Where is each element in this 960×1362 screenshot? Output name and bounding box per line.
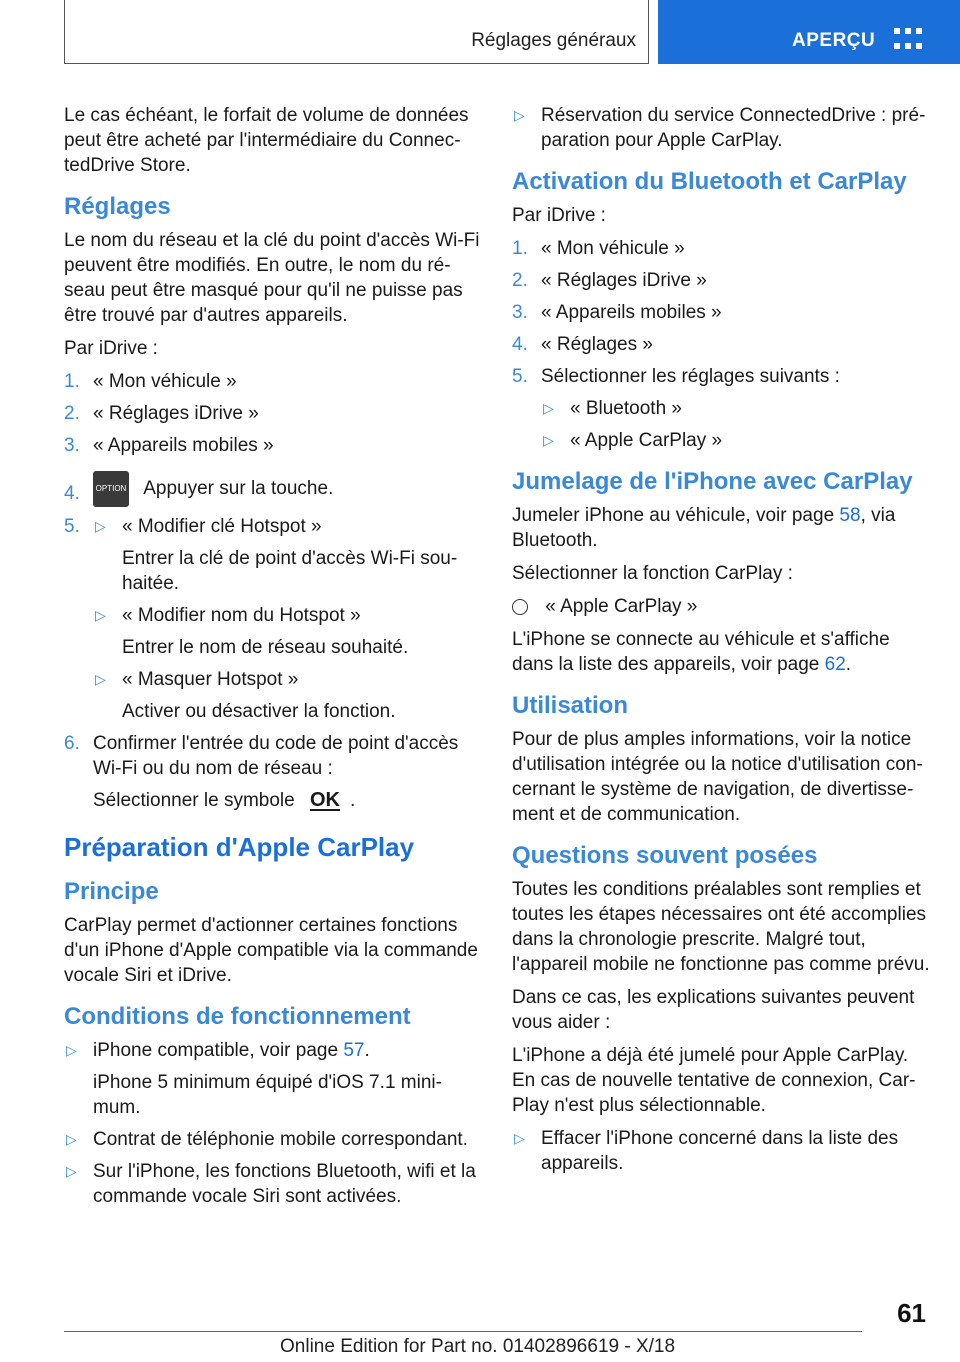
step-item [64, 731, 482, 813]
step-number: 4. [64, 483, 80, 504]
heading-activation: Activation du Bluetooth et CarPlay [512, 168, 907, 195]
step-number: 4. [512, 334, 528, 355]
page-link-62[interactable]: 62 [824, 654, 846, 675]
apple-carplay-line [512, 594, 930, 619]
footer-edition: Online Edition for Part no. 01402896619 - X/18 [280, 1336, 676, 1357]
condition-note: iPhone 5 minimum équipé d'iOS 7.1 minimum. [93, 1072, 442, 1118]
bullet-text: Réservation du service ConnectedDrive : préparation pour Apple CarPlay. [541, 105, 926, 151]
step-number: 2. [64, 403, 80, 424]
questions-text-2: Dans ce cas, les explications suivantes peuvent vous aider : [512, 987, 915, 1033]
questions-text-1: Toutes les conditions préalables sont remplies et toutes les étapes nécessaires ont été accomplies dans la chronologie prescrite. Malgré tout, l'appareil mobile ne fonctionne pas comme prévu. [512, 879, 930, 975]
condition-item [64, 1127, 482, 1152]
step-item [512, 364, 930, 453]
triangle-bullet-icon: ▷ [95, 607, 106, 623]
header-section-title: Réglages généraux [471, 30, 636, 51]
principe-text: CarPlay permet d'actionner certaines fonctions d'un iPhone d'Apple compatible via la commande vocale Siri et iDrive. [64, 915, 478, 986]
sub-item-desc: Activer ou désactiver la fonction. [122, 701, 396, 722]
page-link-58[interactable]: 58 [839, 505, 861, 526]
triangle-bullet-icon: ▷ [543, 432, 554, 448]
step-text: « Réglages iDrive » [93, 403, 259, 424]
step-text: Confirmer l'entrée du code de point d'accès Wi-Fi ou du nom de réseau : [93, 733, 459, 779]
page-link-57[interactable]: 57 [343, 1040, 365, 1061]
sub-item-text: « Modifier nom du Hotspot » [122, 605, 361, 626]
step-item [64, 465, 482, 507]
triangle-bullet-icon: ▷ [95, 671, 106, 687]
select-function-text: Sélectionner la fonction CarPlay : [512, 563, 793, 584]
step-text: Appuyer sur la touche. [143, 478, 334, 500]
left-column [64, 103, 482, 1216]
step6-select-text: Sélectionner le symbole [93, 790, 295, 811]
step6-select: Sélectionner le symbole OK . [93, 789, 356, 811]
triangle-bullet-icon: ▷ [514, 107, 525, 123]
sub-item [541, 396, 930, 421]
connect-text: L'iPhone se connecte au véhicule et s'affiche dans la liste des appareils, voir page 62. [512, 629, 890, 675]
step-item [64, 401, 482, 426]
sub-item [93, 514, 482, 596]
bullet-item [512, 103, 930, 153]
triangle-bullet-icon: ▷ [95, 518, 106, 534]
step-number: 2. [512, 270, 528, 291]
intro-text: Le cas échéant, le forfait de volume de données peut être acheté par l'intermédiaire du ConnectedDrive Store. [64, 105, 469, 176]
bullet-item [512, 1126, 930, 1176]
triangle-bullet-icon: ▷ [66, 1131, 77, 1147]
step-number: 1. [512, 238, 528, 259]
heading-principe: Principe [64, 878, 159, 905]
step-number: 5. [512, 366, 528, 387]
heading-reglages: Réglages [64, 193, 171, 220]
step-number: 5. [64, 516, 80, 537]
step-item [64, 514, 482, 724]
header-section-tab [64, 0, 649, 64]
sub-item-text: « Apple CarPlay » [570, 430, 723, 451]
step-text: « Appareils mobiles » [541, 302, 722, 323]
play-circle-icon [512, 599, 528, 615]
heading-jumelage: Jumelage de l'iPhone avec CarPlay [512, 468, 913, 495]
ok-symbol-icon: OK [310, 789, 340, 811]
heading-utilisation: Utilisation [512, 692, 629, 719]
sub-item-desc: Entrer la clé de point d'accès Wi-Fi souhaitée. [122, 548, 458, 594]
triangle-bullet-icon: ▷ [514, 1130, 525, 1146]
condition-text: Contrat de téléphonie mobile correspondant. [93, 1129, 468, 1150]
condition-text: Sur l'iPhone, les fonctions Bluetooth, wifi et la commande vocale Siri sont activées. [93, 1161, 476, 1207]
grid-icon [894, 28, 922, 52]
condition-item: ▷ iPhone compatible, voir page 57. iPhone 5 minimum équipé d'iOS 7.1 minimum. [64, 1038, 482, 1120]
sub-item-text: « Masquer Hotspot » [122, 669, 299, 690]
heading-conditions: Conditions de fonctionnement [64, 1003, 411, 1030]
step-item [512, 300, 930, 325]
heading-questions: Questions souvent posées [512, 842, 818, 869]
reglages-text: Le nom du réseau et la clé du point d'accès Wi-Fi peuvent être modifiés. En outre, le nom du réseau peut être masqué pour qu'il ne puisse pas être trouvé par d'autres appareils. [64, 230, 480, 326]
triangle-bullet-icon: ▷ [66, 1163, 77, 1179]
step-text: « Réglages » [541, 334, 653, 355]
step-text: « Mon véhicule » [541, 238, 685, 259]
condition-item [64, 1159, 482, 1209]
sub-item-text: « Bluetooth » [570, 398, 682, 419]
step-number: 6. [64, 733, 80, 754]
apple-carplay-text: « Apple CarPlay » [545, 596, 698, 617]
sub-item-text: « Modifier clé Hotspot » [122, 516, 322, 537]
sub-item [93, 603, 482, 660]
sub-item [93, 667, 482, 724]
connect-text-main: L'iPhone se connecte au véhicule et s'affiche dans la liste des appareils, voir page [512, 629, 890, 675]
overview-nav-button[interactable] [658, 0, 960, 64]
par-idrive-text: Par iDrive : [64, 338, 158, 359]
right-column [512, 103, 930, 1183]
step-number: 1. [64, 371, 80, 392]
step-number: 3. [64, 435, 80, 456]
utilisation-text: Pour de plus amples informations, voir la notice d'utilisation intégrée ou la notice d'utilisation concernant le système de navigation, de divertissement et de communication. [512, 729, 923, 825]
step-item [512, 236, 930, 261]
step-text: « Réglages iDrive » [541, 270, 707, 291]
footer-divider [64, 1331, 862, 1332]
step-item [64, 369, 482, 394]
jumelage-text [512, 503, 930, 553]
overview-nav-label: APERÇU [792, 30, 876, 51]
step-item [64, 433, 482, 458]
triangle-bullet-icon: ▷ [543, 400, 554, 416]
par-idrive-text: Par iDrive : [512, 205, 606, 226]
bullet-text: Effacer l'iPhone concerné dans la liste des appareils. [541, 1128, 899, 1174]
jumelage-text-suffix: , via Bluetooth. [512, 505, 896, 551]
condition-text: iPhone compatible, voir page [93, 1040, 339, 1061]
sub-item [541, 428, 930, 453]
heading-preparation: Préparation d'Apple CarPlay [64, 832, 415, 862]
step-item [512, 268, 930, 293]
jumelage-text-main: Jumeler iPhone au véhicule, voir page [512, 505, 835, 526]
step-text: « Mon véhicule » [93, 371, 237, 392]
page-number: 61 [897, 1298, 926, 1328]
sub-item-desc: Entrer le nom de réseau souhaité. [122, 637, 409, 658]
triangle-bullet-icon: ▷ [66, 1042, 77, 1058]
step-text: « Appareils mobiles » [93, 435, 274, 456]
option-button-icon: OPTION [93, 471, 129, 507]
step-item [512, 332, 930, 357]
step-number: 3. [512, 302, 528, 323]
step-text: Sélectionner les réglages suivants : [541, 366, 840, 387]
questions-text-3: L'iPhone a déjà été jumelé pour Apple CarPlay. En cas de nouvelle tentative de connexion, CarPlay n'est plus sélectionnable. [512, 1045, 916, 1116]
